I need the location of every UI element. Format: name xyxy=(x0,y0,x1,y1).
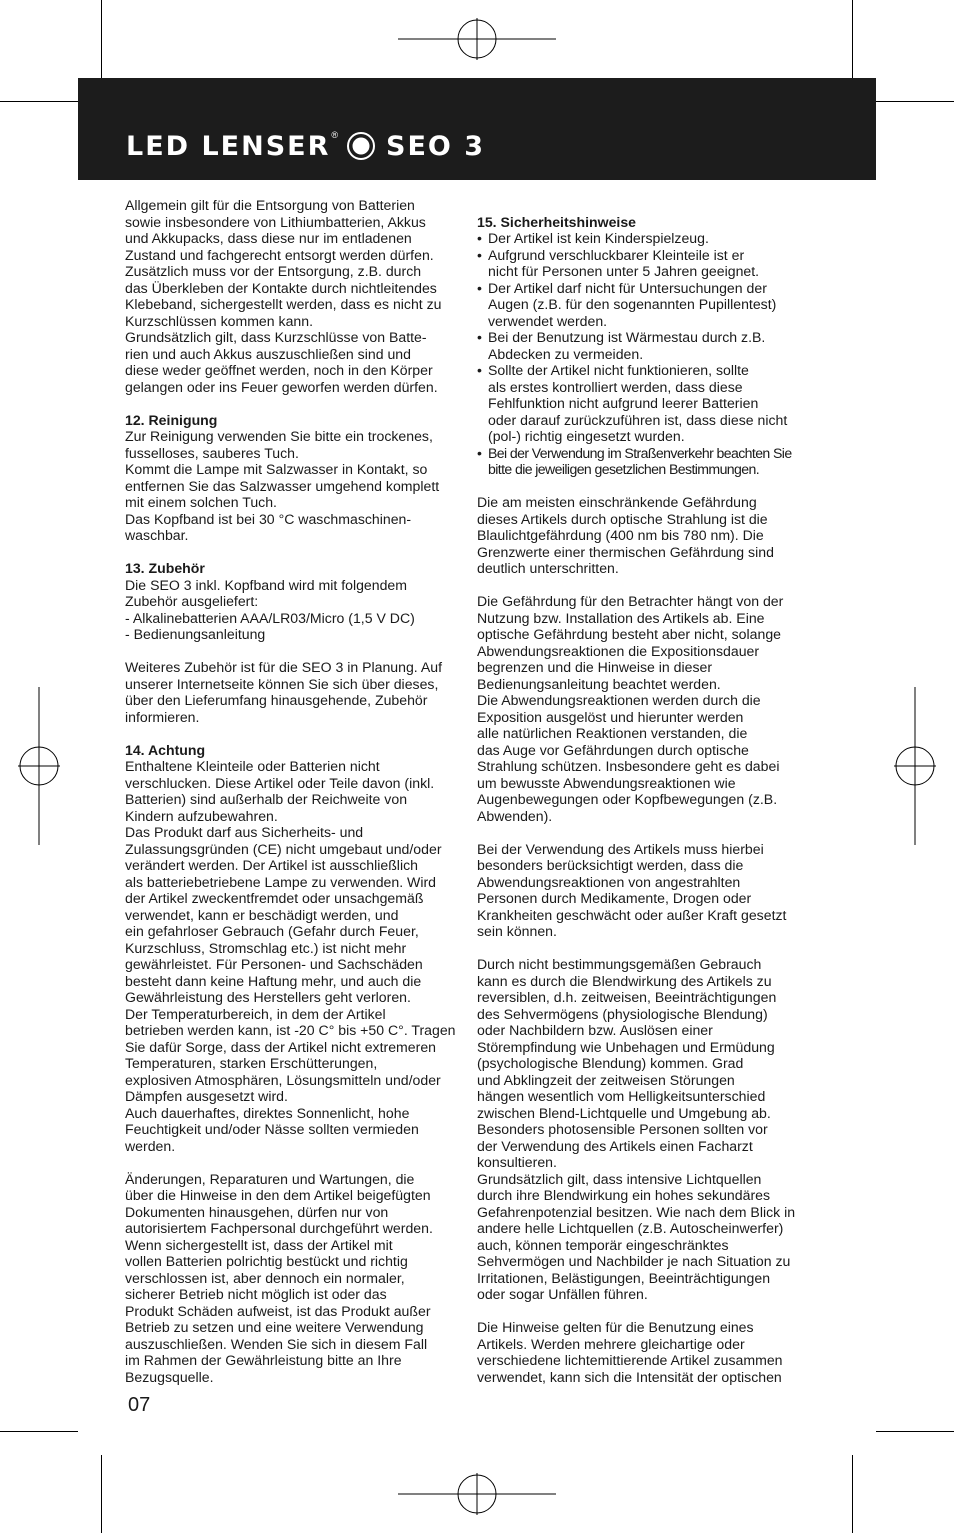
text-line: besteht dann keine Haftung mehr, und auch die xyxy=(125,972,422,989)
page-number: 07 xyxy=(128,1394,151,1416)
text-line: Die Hinweise gelten für die Benutzung eines xyxy=(477,1319,754,1335)
cleaning-section xyxy=(125,428,465,544)
text-line: Artikels. Werden mehrere gleichartige oder xyxy=(477,1335,745,1352)
text-line: Zur Reinigung verwenden Sie bitte ein trockenes, xyxy=(125,428,433,444)
text-line: Gewährleistung des Herstellers geht verloren. xyxy=(125,989,411,1005)
text-line: über den Lieferumfang hinausgehende, Zubehör xyxy=(125,692,428,708)
text-line: • Bei der Benutzung ist Wärmestau durch z.B. xyxy=(488,329,766,345)
text-line: des Sehvermögens (physiologische Blendung) xyxy=(477,1005,768,1022)
text-line: • Der Artikel darf nicht für Untersuchungen der xyxy=(488,279,767,296)
text-line: Zustand und fachgerecht entsorgt werden dürfen. xyxy=(125,246,434,263)
text-line: sowie insbesondere von Lithiumbatterien, Akkus xyxy=(125,213,426,230)
text-line: sicherer Betrieb nicht möglich ist oder das xyxy=(125,1286,387,1302)
text-line: Das Kopfband ist bei 30 °C waschmaschinen- xyxy=(125,510,412,527)
disposal-section xyxy=(125,197,465,395)
crop-mark xyxy=(101,0,102,78)
registered-mark: ® xyxy=(331,130,339,140)
text-line: Grenzwerte einer thermischen Gefährdung sind xyxy=(477,543,774,560)
accessories-section xyxy=(125,577,465,643)
model-name: SEO 3 xyxy=(386,130,486,162)
crop-mark xyxy=(101,1455,102,1533)
text-line: im Rahmen der Gewährleistung bitte an Ihre xyxy=(125,1352,402,1368)
text-line: verwendet, kann er beschädigt werden, und xyxy=(125,906,399,923)
crop-mark xyxy=(876,1431,954,1432)
text-line: Änderungen, Reparaturen und Wartungen, die xyxy=(125,1170,415,1187)
text-line: • Sollte der Artikel nicht funktionieren, sollte xyxy=(488,362,749,378)
hazard-paragraph xyxy=(477,494,817,577)
text-line: Blaulichtgefährdung (400 nm bis 780 nm). Die xyxy=(477,527,764,543)
text-line: werden. xyxy=(125,1137,176,1154)
registration-mark-bottom xyxy=(398,1473,556,1515)
text-line: informieren. xyxy=(125,708,200,725)
text-line: mit einem solchen Tuch. xyxy=(125,494,277,510)
text-line: deutlich unterschritten. xyxy=(477,560,619,576)
text-line: Abwenden). xyxy=(477,807,553,824)
text-line: explosiven Atmosphären, Lösungsmitteln und/oder xyxy=(125,1071,441,1088)
text-line: durch ihre Blendwirkung ein hohes sekundäres xyxy=(477,1187,771,1203)
text-line: Feuchtigkeit und/oder Nässe sollten vermieden xyxy=(125,1121,419,1137)
safety-bullet-item xyxy=(477,329,817,362)
text-line: Grundsätzlich gilt, dass intensive Lichtquellen xyxy=(477,1170,762,1187)
text-line: der Verwendung des Artikels einen Facharzt xyxy=(477,1137,753,1154)
text-line: verwendet, kann sich die Intensität der optischen xyxy=(477,1368,782,1385)
safety-bullet-item xyxy=(477,280,817,330)
text-line: Zusätzlich muss vor der Entsorgung, z.B. durch xyxy=(125,263,422,279)
text-line: Abwendungsreaktionen die Expositionsdauer xyxy=(477,642,760,659)
text-line: Personen durch Medikamente, Drogen oder xyxy=(477,890,752,906)
text-line: Die Abwendungsreaktionen werden durch die xyxy=(477,692,761,708)
text-line: verändert werden. Der Artikel ist ausschließlich xyxy=(125,857,418,873)
text-line: vollen Batterien polrichtig bestückt und richtig xyxy=(125,1253,408,1269)
text-line: Sie dafür Sorge, dass der Artikel nicht extremeren xyxy=(125,1038,436,1055)
text-line: Zulassungsgründen (CE) nicht umgebaut und/oder xyxy=(125,840,442,857)
text-line: (pol-) richtig eingesetzt wurden. xyxy=(488,428,685,444)
text-line: verwendet werden. xyxy=(488,312,608,329)
text-line: Enthaltene Kleinteile oder Batterien nicht xyxy=(125,758,380,774)
text-line: Klebeband, sichergestellt werden, dass es nicht zu xyxy=(125,296,442,312)
text-line: betrieben werden kann, ist -20 C° bis +50 C°. Tragen xyxy=(125,1022,456,1038)
text-line: Krankheiten geschwächt oder außer Kraft gesetzt xyxy=(477,906,787,923)
further-accessories-paragraph xyxy=(125,659,465,725)
text-line: andere helle Lichtquellen (z.B. Autoscheinwerfer) xyxy=(477,1220,784,1236)
text-line: als batteriebetriebene Lampe zu verwenden. Wird xyxy=(125,873,437,890)
text-line: Nutzung bzw. Installation des Artikels ab. Eine xyxy=(477,609,765,626)
text-line: Augen (z.B. für den sogenannten Pupillentest) xyxy=(488,296,777,312)
text-line: das Überkleben der Kontakte durch nichtleitendes xyxy=(125,279,437,296)
section-heading-safety: 15. Sicherheitshinweise xyxy=(477,213,637,230)
text-line: Dämpfen ausgesetzt wird. xyxy=(125,1088,288,1104)
text-line: optische Gefährdung besteht aber nicht, solange xyxy=(477,626,782,642)
right-column xyxy=(477,197,817,1385)
text-line: Bezugsquelle. xyxy=(125,1368,214,1385)
text-line: gelangen oder ins Feuer geworfen werden dürfen. xyxy=(125,378,438,395)
text-line: als erstes kontrolliert werden, dass diese xyxy=(488,378,743,395)
text-line: um bewusste Abwendungsreaktionen wie xyxy=(477,774,736,791)
left-column xyxy=(125,197,465,1385)
text-line: verschlucken. Diese Artikel oder Teile davon (inkl. xyxy=(125,774,435,791)
text-line: Kurzschluss, Stromschlag etc.) ist nicht mehr xyxy=(125,939,407,956)
text-line: unserer Internetseite können Sie sich über dieses, xyxy=(125,675,439,692)
text-line: Besonders photosensible Personen sollten vor xyxy=(477,1121,768,1137)
text-line: gewährleistet. Für Personen- und Sachschäden xyxy=(125,956,423,972)
text-line: Strahlung schützen. Insbesondere geht es dabei xyxy=(477,758,780,774)
text-line: über die Hinweise in den dem Artikel beigefügten xyxy=(125,1187,431,1203)
text-line: autorisiertem Fachpersonal durchgeführt werden. xyxy=(125,1220,433,1236)
text-line: auch, können temporär eingeschränktes xyxy=(477,1236,729,1253)
text-line: - Alkalinebatterien AAA/LR03/Micro (1,5 V DC) xyxy=(125,609,415,626)
notes-paragraph xyxy=(477,1319,817,1385)
text-line: auszuschließen. Wenden Sie sich in diesem Fall xyxy=(125,1335,428,1352)
text-line: Abwendungsreaktionen von angestrahlten xyxy=(477,873,741,890)
safety-bullet-item xyxy=(477,362,817,445)
repairs-paragraph xyxy=(125,1171,465,1386)
text-line: - Bedienungsanleitung xyxy=(125,626,266,642)
text-line: Kurzschlüssen kommen kann. xyxy=(125,312,314,329)
text-line: nicht für Personen unter 5 Jahren geeignet. xyxy=(488,263,760,279)
text-line: Abdecken zu vermeiden. xyxy=(488,345,644,362)
text-line: Exposition ausgelöst und hierunter werden xyxy=(477,708,744,725)
text-line: diese weder geöffnet werden, noch in den Körper xyxy=(125,362,433,378)
text-line: (psychologische Blendung) kommen. Grad xyxy=(477,1055,744,1071)
brand-logo xyxy=(126,126,485,166)
text-line: kann es durch die Blendwirkung des Artikels zu xyxy=(477,972,772,989)
text-line: Zubehör ausgeliefert: xyxy=(125,593,259,609)
text-line: Irritationen, Belästigungen, Beeinträchtigungen xyxy=(477,1269,771,1286)
header-band xyxy=(78,78,876,180)
text-line: Kommt die Lampe mit Salzwasser in Kontakt, so xyxy=(125,461,428,477)
text-line: Bedienungsanleitung beachtet werden. xyxy=(477,675,721,692)
usage-paragraph xyxy=(477,841,817,940)
text-line: oder darauf zurückzuführen ist, dass diese nicht xyxy=(488,411,788,428)
text-line: rien und auch Akkus auszuschließen sind und xyxy=(125,345,411,362)
crop-mark xyxy=(0,1431,78,1432)
crop-mark xyxy=(0,101,78,102)
text-line: verschlossen ist, aber dennoch ein normaler, xyxy=(125,1269,405,1286)
text-line: Batterien) sind außerhalb der Reichweite von xyxy=(125,791,408,807)
text-line: Augenbewegungen oder Kopfbewegungen (z.B. xyxy=(477,791,778,807)
text-line: Weiteres Zubehör ist für die SEO 3 in Planung. Auf xyxy=(125,659,443,675)
text-line: das Auge vor Gefährdungen durch optische xyxy=(477,741,749,758)
safety-bullet-item xyxy=(477,230,817,247)
text-line: reversiblen, d.h. zeitweisen, Beeinträchtigungen xyxy=(477,989,777,1005)
text-line: Störempfindung wie Unbehagen und Ermüdung xyxy=(477,1038,775,1055)
registration-mark-left xyxy=(18,687,60,845)
section-heading-attention: 14. Achtung xyxy=(125,741,206,758)
text-line: Die SEO 3 inkl. Kopfband wird mit folgendem xyxy=(125,576,408,593)
registration-mark-top xyxy=(398,18,556,60)
text-line: Betrieb zu setzen und eine weitere Verwendung xyxy=(125,1319,424,1335)
text-line: zwischen Blend-Lichtquelle und Umgebung ab. xyxy=(477,1104,771,1121)
observer-paragraph xyxy=(477,593,817,824)
text-line: waschbar. xyxy=(125,527,189,543)
lens-logo-icon xyxy=(346,131,376,161)
crop-mark xyxy=(852,0,853,78)
text-line: ein gefahrloser Gebrauch (Gefahr durch Feuer, xyxy=(125,923,419,939)
safety-bullet-item xyxy=(477,247,817,280)
brand-name: LED LENSER xyxy=(126,130,331,162)
crop-mark xyxy=(876,101,954,102)
text-line: Der Temperaturbereich, in dem der Artikel xyxy=(125,1005,386,1022)
text-line: besonders berücksichtigt werden, dass die xyxy=(477,857,744,873)
text-line: hängen wesentlich vom Helligkeitsunterschied xyxy=(477,1088,766,1104)
text-line: Grundsätzlich gilt, dass Kurzschlüsse von Batte- xyxy=(125,329,427,345)
text-line: Gefahrenpotenzial besitzen. Wie nach dem Blick in xyxy=(477,1203,796,1220)
text-line: verschiedene lichtemittierende Artikel zusammen xyxy=(477,1352,783,1368)
text-line: alle natürlichen Reaktionen verstanden, die xyxy=(477,725,748,741)
text-line: Sehvermögen und Nachbilder je nach Situation zu xyxy=(477,1253,791,1269)
text-line: Auch dauerhaftes, direktes Sonnenlicht, hohe xyxy=(125,1104,410,1121)
text-line: konsultieren. xyxy=(477,1154,557,1170)
text-line: sein können. xyxy=(477,923,557,939)
text-line: Fehlfunktion nicht aufgrund leerer Batterien xyxy=(488,395,759,411)
text-line: Durch nicht bestimmungsgemäßen Gebrauch xyxy=(477,956,762,972)
text-line: entfernen Sie das Salzwasser umgehend komplett xyxy=(125,477,440,494)
section-heading-cleaning: 12. Reinigung xyxy=(125,411,218,428)
text-line: Wenn sichergestellt ist, dass der Artikel mit xyxy=(125,1236,393,1253)
text-line: Die am meisten einschränkende Gefährdung xyxy=(477,494,757,510)
text-line: fusselloses, sauberes Tuch. xyxy=(125,444,299,461)
text-line: Das Produkt darf aus Sicherheits- und xyxy=(125,824,364,840)
text-line: und Abklingzeit der zeitweisen Störungen xyxy=(477,1071,735,1088)
text-line: Bei der Verwendung des Artikels muss hierbei xyxy=(477,840,764,857)
crop-mark xyxy=(852,1455,853,1533)
text-line: oder Nachbildern bzw. Auslösen einer xyxy=(477,1022,713,1038)
section-heading-accessories: 13. Zubehör xyxy=(125,560,205,576)
text-line: dieses Artikels durch optische Strahlung ist die xyxy=(477,510,768,527)
safety-bullet-list xyxy=(477,230,817,478)
text-line: Allgemein gilt für die Entsorgung von Batterien xyxy=(125,197,415,213)
text-line: oder sogar Unfällen führen. xyxy=(477,1286,648,1302)
text-line: Die Gefährdung für den Betrachter hängt von der xyxy=(477,593,784,609)
text-line: Produkt Schäden aufweist, ist das Produkt außer xyxy=(125,1302,431,1319)
text-line: • Der Artikel ist kein Kinderspielzeug. xyxy=(488,230,709,246)
text-line: • Bei der Verwendung im Straßenverkehr beachten Sie xyxy=(488,444,792,461)
text-line: Kindern aufzubewahren. xyxy=(125,807,278,824)
attention-section xyxy=(125,758,465,1154)
registration-mark-right xyxy=(894,687,936,845)
text-line: begrenzen und die Hinweise in dieser xyxy=(477,659,713,675)
text-line: • Aufgrund verschluckbarer Kleinteile ist er xyxy=(488,246,745,263)
text-line: Dokumenten hinausgehen, dürfen nur von xyxy=(125,1203,389,1220)
safety-bullet-item xyxy=(477,445,817,478)
text-line: der Artikel zweckentfremdet oder unsachgemäß xyxy=(125,890,424,906)
text-line: Temperaturen, starken Erschütterungen, xyxy=(125,1055,378,1071)
glare-paragraph xyxy=(477,956,817,1303)
text-line: und Akkupacks, dass diese nur im entladenen xyxy=(125,230,412,246)
text-line: bitte die jeweiligen gesetzlichen Bestimmungen. xyxy=(488,461,760,477)
